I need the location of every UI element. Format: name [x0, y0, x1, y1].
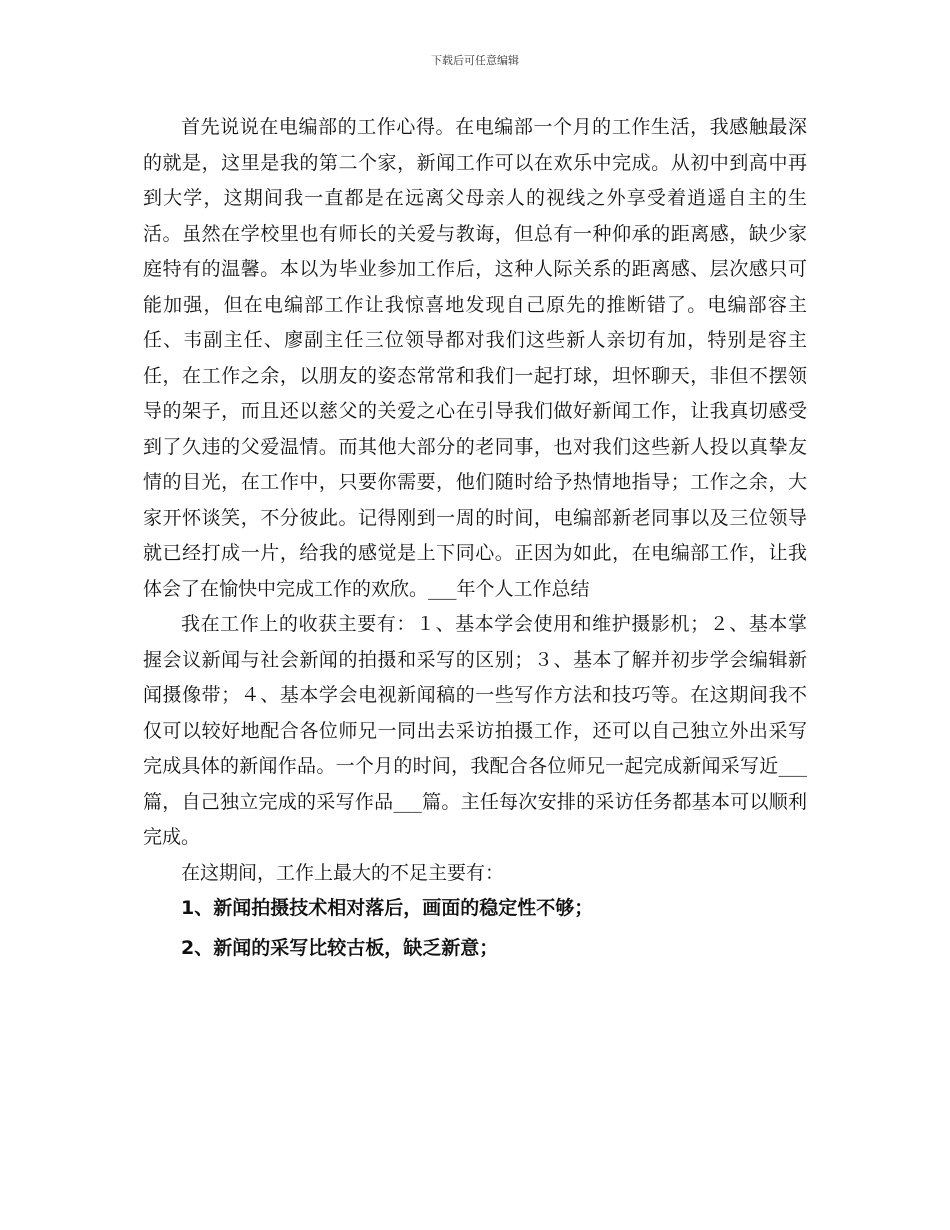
paragraph-work-gains: 我在工作上的收获主要有：１、基本学会使用和维护摄影机；２、基本掌握会议新闻与社会新闻的拍摄和采写的区别；３、基本了解并初步学会编辑新闻摄像带；４、基本学会电视新闻稿的一些写作方法和技巧等。在这期间我不仅可以较好地配合各位师兄一同出去采访拍摄工作，还可以自己独立外出采写完成具体的新闻作品。一个月的时间，我配合各位师兄一起完成新闻采写近___篇，自己独立完成的采写作品___篇。主任每次安排的采访任务都基本可以顺利完成。: [143, 613, 807, 848]
list-item-shortcoming-1: 1、新闻拍摄技术相对落后，画面的稳定性不够；: [181, 897, 594, 919]
paragraph-shortcomings-intro: 在这期间，工作上最大的不足主要有：: [181, 861, 505, 884]
list-item-shortcoming-2: 2、新闻的采写比较古板，缺乏新意；: [181, 936, 499, 959]
page-header: 下载后可任意编辑: [431, 54, 519, 67]
document-body: [143, 110, 807, 966]
paragraph-work-experience: 首先说说在电编部的工作心得。在电编部一个月的工作生活，我感触最深的就是，这里是我的第二个家，新闻工作可以在欢乐中完成。从初中到高中再到大学，这期间我一直都是在远离父母亲人的视线之外享受着逍遥自主的生活。虽然在学校里也有师长的关爱与教诲，但总有一种仰承的距离感，缺少家庭特有的温馨。本以为毕业参加工作后，这种人际关系的距离感、层次感只可能加强，但在电编部工作让我惊喜地发现自己原先的推断错了。电编部容主任、韦副主任、廖副主任三位领导都对我们这些新人亲切有加，特别是容主任，在工作之余，以朋友的姿态常常和我们一起打球，坦怀聊天，非但不摆领导的架子，而且还以慈父的关爱之心在引导我们做好新闻工作，让我真切感受到了久违的父爱温情。而其他大部分的老同事，也对我们这些新人投以真挚友情的目光，在工作中，只要你需要，他们随时给予热情地指导；工作之余，大家开怀谈笑，不分彼此。记得刚到一周的时间，电编部新老同事以及三位领导就已经打成一片，给我的感觉是上下同心。正因为如此，在电编部工作，让我体会了在愉快中完成工作的欢欣。___年个人工作总结: [143, 116, 807, 600]
